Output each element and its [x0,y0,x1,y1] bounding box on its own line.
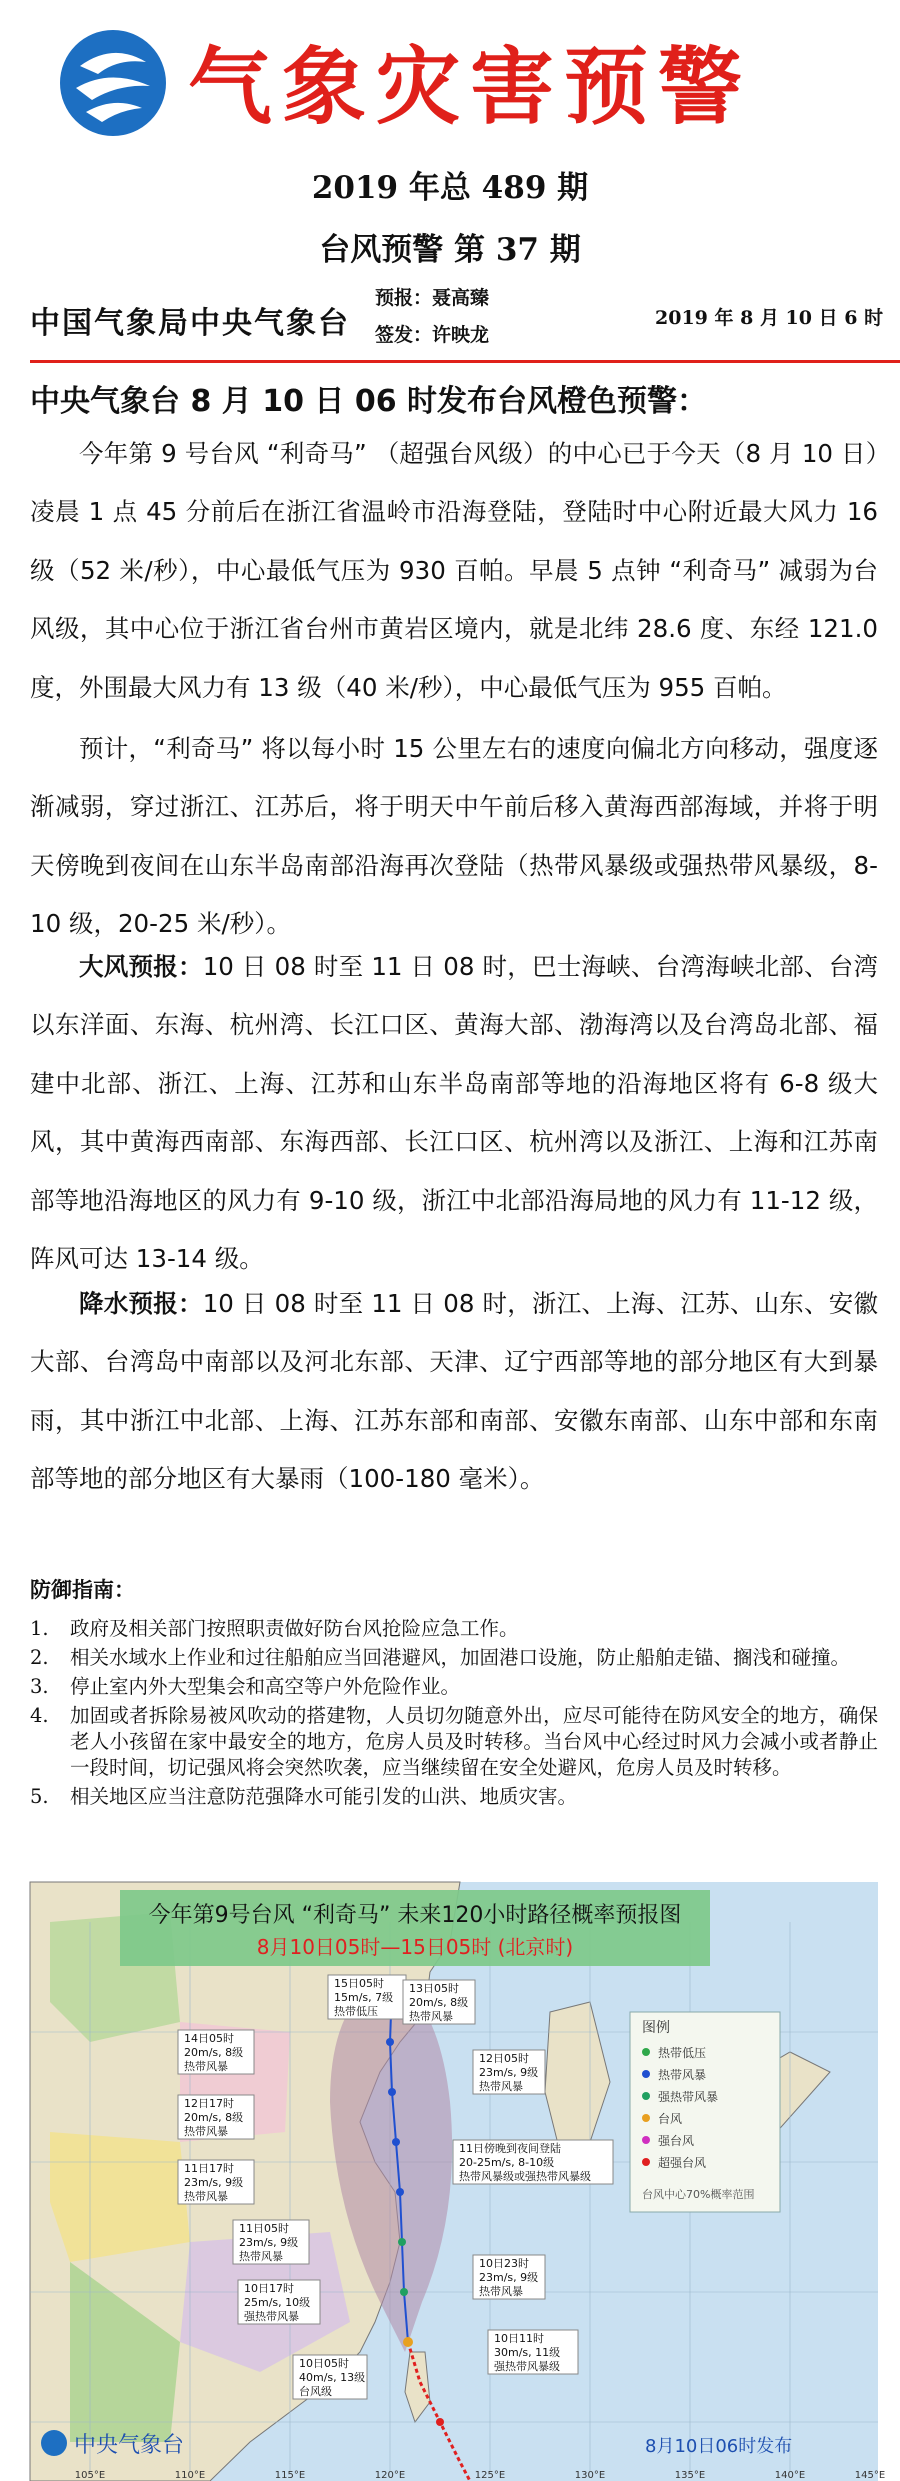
map-legend [630,2012,780,2212]
svg-text:超强台风: 超强台风 [658,2156,707,2170]
forecaster-name: 聂高臻 [432,287,490,309]
svg-text:20-25m/s, 8-10级: 20-25m/s, 8-10级 [459,2156,555,2169]
rain-label: 降水预报： [79,1289,203,1318]
province-yellow [50,2132,190,2262]
svg-text:20m/s, 8级: 20m/s, 8级 [184,2046,244,2059]
forecaster-line [375,283,489,310]
svg-text:40m/s, 13级: 40m/s, 13级 [299,2371,366,2384]
svg-text:125°E: 125°E [474,2470,506,2481]
svg-text:热带风暴: 热带风暴 [658,2068,707,2082]
svg-text:10日17时: 10日17时 [244,2282,294,2295]
svg-text:强热带风暴级: 强热带风暴级 [494,2360,560,2373]
svg-text:145°E: 145°E [854,2470,886,2481]
map-footer-time: 8月10日06时发布 [645,2436,793,2457]
svg-text:热带低压: 热带低压 [658,2046,707,2060]
cma-logo-icon [58,28,168,138]
svg-text:120°E: 120°E [374,2470,406,2481]
bulletin-title: 气象灾害预警 [188,38,753,136]
svg-text:11日05时: 11日05时 [239,2222,289,2235]
issue-total: 2019 年总 489 期 [311,170,589,206]
map-subtitle: 8月10日05时—15日05时 (北京时) [256,1935,574,1959]
rain-text: 10 日 08 时至 11 日 08 时，浙江、上海、江苏、山东、安徽大部、台湾岛中南部以及河北东部、天津、辽宁西部等地的部分地区有大到暴雨，其中浙江中北部、上海、江苏东部和南部、安徽东南部、山东中部和东南部等地的部分地区有大暴雨（100-180 毫米）。 [30,1289,879,1494]
track-forecast-map [30,1882,886,2481]
issue-date: 2019 年 8 月 10 日 6 时 [655,307,884,329]
svg-text:热带低压: 热带低压 [334,2005,378,2018]
svg-text:热带风暴: 热带风暴 [409,2010,453,2023]
svg-text:热带风暴: 热带风暴 [184,2190,228,2203]
guide-item: 2. 相关水域水上作业和过往船舶应当回港避风，加固港口设施，防止船舶走锚、搁浅和碰撞。 [30,1646,851,1669]
svg-text:热带风暴: 热带风暴 [184,2125,228,2138]
svg-text:110°E: 110°E [174,2470,206,2481]
svg-text:13日05时: 13日05时 [409,1982,459,1995]
svg-text:20m/s, 8级: 20m/s, 8级 [409,1996,469,2009]
svg-text:30m/s, 11级: 30m/s, 11级 [494,2346,561,2359]
svg-text:23m/s, 9级: 23m/s, 9级 [239,2236,299,2249]
svg-text:135°E: 135°E [674,2470,706,2481]
legend-title: 图例 [642,2020,670,2036]
forecast-text: 预计，“利奇马” 将以每小时 15 公里左右的速度向偏北方向移动，强度逐渐减弱，穿过浙江、江苏后，将于明天中午前后移入黄海西部海域，并将于明天傍晚到夜间在山东半岛南部沿海再次登陆（热带风暴级或强热带风暴级，8-10 级，20-25 米/秒）。 [30,734,878,939]
svg-text:25m/s, 10级: 25m/s, 10级 [244,2296,311,2309]
issuer-label: 签发： [375,324,433,346]
svg-text:23m/s, 9级: 23m/s, 9级 [184,2176,244,2189]
svg-text:23m/s, 9级: 23m/s, 9级 [479,2066,539,2079]
agency-name: 中国气象局中央气象台 [30,306,350,341]
guide-item: 5. 相关地区应当注意防范强降水可能引发的山洪、地质灾害。 [30,1785,578,1808]
guide-item: 4. 加固或者拆除易被风吹动的搭建物，人员切勿随意外出，应尽可能待在防风安全的地方，确保老人小孩留在家中最安全的地方，危房人员及时转移。当台风中心经过时风力会减小或者静止一段时间，切记强风将会突然吹袭，应当继续留在安全处避风，危房人员及时转移。 [30,1704,878,1779]
svg-text:130°E: 130°E [574,2470,606,2481]
header-divider [30,360,900,363]
svg-text:11日傍晚到夜间登陆: 11日傍晚到夜间登陆 [459,2142,561,2155]
map-footer-agency: 中央气象台 [74,2433,185,2458]
issuer-name: 许映龙 [432,324,490,346]
paragraph-situation [30,425,878,717]
svg-text:台风: 台风 [658,2112,683,2126]
svg-text:11日17时: 11日17时 [184,2162,234,2175]
map-logo-icon [41,2430,67,2456]
guide-title: 防御指南： [30,1578,135,1602]
svg-text:140°E: 140°E [774,2470,806,2481]
issue-typhoon: 台风预警 第 37 期 [319,232,581,268]
svg-text:12日17时: 12日17时 [184,2097,234,2110]
svg-text:强热带风暴: 强热带风暴 [244,2310,299,2323]
warning-headline: 中央气象台 8 月 10 日 06 时发布台风橙色预警： [30,384,708,419]
svg-text:20m/s, 8级: 20m/s, 8级 [184,2111,244,2124]
svg-text:热带风暴级或强热带风暴级: 热带风暴级或强热带风暴级 [459,2170,591,2183]
svg-text:105°E: 105°E [74,2470,106,2481]
svg-text:10日23时: 10日23时 [479,2257,529,2270]
svg-text:10日11时: 10日11时 [494,2332,544,2345]
paragraph-rain [30,1275,878,1509]
svg-text:115°E: 115°E [274,2470,306,2481]
legend-cone: 台风中心70%概率范围 [642,2188,755,2201]
svg-text:热带风暴: 热带风暴 [479,2080,523,2093]
svg-text:15日05时: 15日05时 [334,1977,384,1990]
svg-text:热带风暴: 热带风暴 [184,2060,228,2073]
svg-text:23m/s, 9级: 23m/s, 9级 [479,2271,539,2284]
situation-text: 今年第 9 号台风 “利奇马” （超强台风级）的中心已于今天（8 月 10 日）凌晨 1 点 45 分前后在浙江省温岭市沿海登陆，登陆时中心附近最大风力 16 级（52 米/秒），中心最低气压为 930 百帕。早晨 5 点钟 “利奇马” 减弱为台风级，其中心位于浙江省台州市黄岩区境内，就是北纬 28.6 度、东经 121.0 度，外围最大风力有 13 级（40 米/秒），中心最低气压为 955 百帕。 [30,439,878,702]
paragraph-wind [30,938,878,1288]
svg-text:14日05时: 14日05时 [184,2032,234,2045]
forecaster-label: 预报： [375,287,433,309]
svg-text:10日05时: 10日05时 [299,2357,349,2370]
svg-text:强台风: 强台风 [658,2134,695,2148]
svg-text:12日05时: 12日05时 [479,2052,529,2065]
map-title: 今年第9号台风 “利奇马” 未来120小时路径概率预报图 [148,1903,682,1928]
guide-item: 3. 停止室内外大型集会和高空等户外危险作业。 [30,1675,461,1698]
guide-list [30,1616,878,1813]
svg-text:热带风暴: 热带风暴 [239,2250,283,2263]
paragraph-forecast [30,720,878,954]
svg-text:台风级: 台风级 [299,2385,332,2398]
svg-text:15m/s, 7级: 15m/s, 7级 [334,1991,394,2004]
svg-text:热带风暴: 热带风暴 [479,2285,523,2298]
wind-text: 10 日 08 时至 11 日 08 时，巴士海峡、台湾海峡北部、台湾以东洋面、东海、杭州湾、长江口区、黄海大部、渤海湾以及台湾岛北部、福建中北部、浙江、上海、江苏和山东半岛南部等地的沿海地区将有 6-8 级大风，其中黄海西南部、东海西部、长江口区、杭州湾以及浙江、上海和江苏南部等地沿海地区的风力有 9-10 级，浙江中北部沿海局地的风力有 11-12 级，阵风可达 13-14 级。 [30,952,879,1274]
issuer-line [375,320,489,347]
svg-text:强热带风暴: 强热带风暴 [658,2090,719,2104]
guide-item: 1. 政府及相关部门按照职责做好防台风抢险应急工作。 [30,1617,519,1640]
wind-label: 大风预报： [79,952,203,981]
